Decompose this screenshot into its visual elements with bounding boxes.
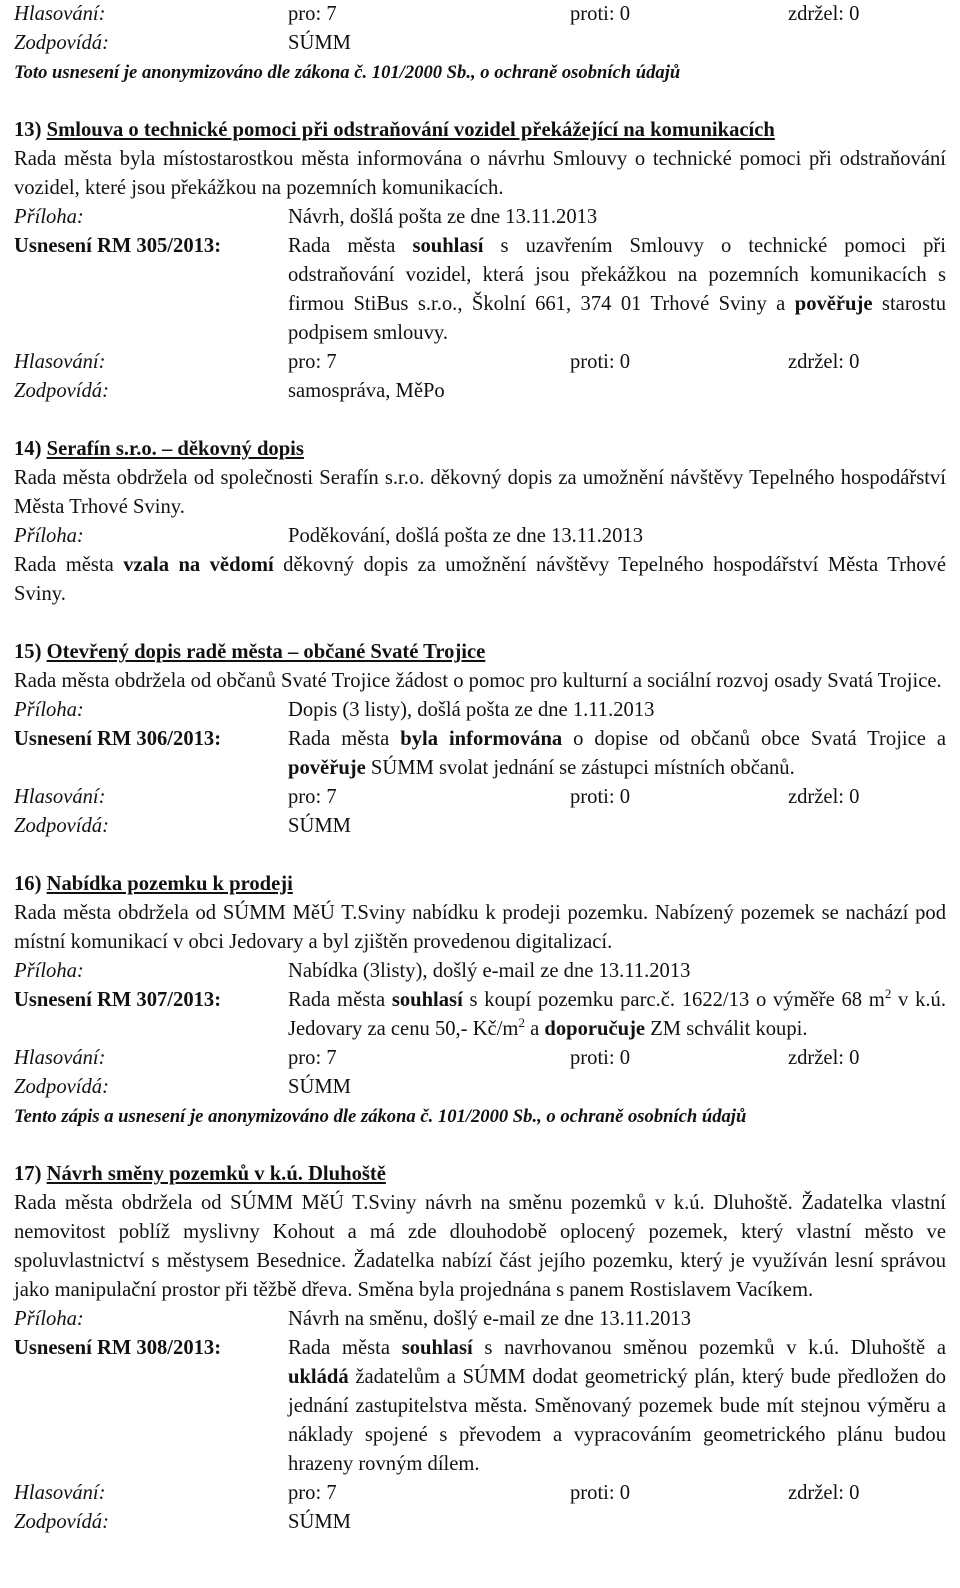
section-text: Rada města vzala na vědomí děkovný dopis za umožnění návštěvy Tepelného hospodářství Města Trhové Sviny. [14,554,946,605]
vote-pro: pro: 7 [288,351,337,373]
responsible-label: Zodpovídá: [14,32,109,54]
resolution-label: Usnesení RM 308/2013: [14,1337,222,1359]
attachment-label: Příloha: [14,206,84,228]
vote-pro: pro: 7 [288,786,337,808]
section-heading: 16) Nabídka pozemku k prodeji [14,873,293,895]
section-text: Rada města obdržela od občanů Svaté Trojice žádost o pomoc pro kulturní a sociální rozvoj osady Svatá Trojice. [14,670,942,692]
vote-proti: proti: 0 [570,1047,631,1069]
attachment-label: Příloha: [14,699,84,721]
section-title: Otevřený dopis radě města – občané Svaté Trojice [46,641,486,663]
responsible-label: Zodpovídá: [14,1076,109,1098]
responsible-row [14,1508,946,1537]
responsible-label: Zodpovídá: [14,380,109,402]
vote-label: Hlasování: [14,1047,106,1069]
vote-zdrzel: zdržel: 0 [788,1047,860,1069]
vote-label: Hlasování: [14,3,106,25]
resolution-label: Usnesení RM 305/2013: [14,235,222,257]
responsible-value: SÚMM [288,32,351,54]
attachment-row [14,203,946,232]
vote-zdrzel: zdržel: 0 [788,1482,860,1504]
anonymization-note: Tento zápis a usnesení je anonymizováno dle zákona č. 101/2000 Sb., o ochraně osobních údajů [14,1106,747,1127]
resolution-label: Usnesení RM 307/2013: [14,989,222,1011]
attachment-row [14,1305,946,1334]
vote-label: Hlasování: [14,351,106,373]
vote-pro: pro: 7 [288,1482,337,1504]
vote-zdrzel: zdržel: 0 [788,3,860,25]
attachment-value: Dopis (3 listy), došlá pošta ze dne 1.11.2013 [288,699,655,721]
responsible-label: Zodpovídá: [14,815,109,837]
attachment-value: Poděkování, došlá pošta ze dne 13.11.2013 [288,525,643,547]
resolution-row [14,986,946,1044]
resolution-row [14,725,946,783]
vote-zdrzel: zdržel: 0 [788,786,860,808]
resolution-row [14,1334,946,1479]
section-heading: 14) Serafín s.r.o. – děkovný dopis [14,438,304,460]
attachment-label: Příloha: [14,1308,84,1330]
vote-proti: proti: 0 [570,786,631,808]
section-title: Smlouva o technické pomoci při odstraňování vozidel překážející na komunikacích [46,119,775,141]
vote-proti: proti: 0 [570,3,631,25]
section-text: Rada města obdržela od společnosti Serafín s.r.o. děkovný dopis za umožnění návštěvy Tepelného hospodářství Města Trhové Sviny. [14,467,946,518]
responsible-row [14,29,946,58]
attachment-label: Příloha: [14,525,84,547]
responsible-label: Zodpovídá: [14,1511,109,1533]
section-heading: 15) Otevřený dopis radě města – občané Svaté Trojice [14,641,486,663]
vote-row [14,0,946,29]
vote-row [14,348,946,377]
section-title: Serafín s.r.o. – děkovný dopis [46,438,304,460]
attachment-value: Návrh, došlá pošta ze dne 13.11.2013 [288,206,598,228]
resolution-row [14,232,946,348]
resolution-text: Rada města souhlasí s navrhovanou směnou pozemků v k.ú. Dluhoště a ukládá žadatelům a SÚMM dodat geometrický plán, který bude předložen do jednání zastupitelstva města. Směnovaný pozemek bude mít stejnou výměru a náklady spojené s převodem a vypracováním geometrického plánu budou hrazeny rovným dílem. [288,1337,946,1475]
resolution-text: Rada města byla informována o dopise od občanů obce Svatá Trojice a pověřuje SÚMM svolat jednání se zástupci místních občanů. [288,728,946,779]
vote-zdrzel: zdržel: 0 [788,351,860,373]
vote-label: Hlasování: [14,786,106,808]
resolution-text: Rada města souhlasí s uzavřením Smlouvy o technické pomoci při odstraňování vozidel, která jsou překážkou na pozemních komunikacích s firmou StiBus s.r.o., Školní 661, 374 01 Trhové Sviny a pověřuje starostu podpisem smlouvy. [288,235,947,344]
vote-label: Hlasování: [14,1482,106,1504]
responsible-value: SÚMM [288,815,351,837]
section-text: Rada města obdržela od SÚMM MěÚ T.Sviny návrh na směnu pozemků v k.ú. Dluhoště. Žadatelka vlastní nemovitost poblíž myslivny Kohout a má zde dlouhodobě oplocený pozemek, který vlastní město ve spoluvlastnictví s městysem Besednice. Žadatelka nabízí část jejího pozemku, který je využíván lesní správou jako manipulační prostor při těžbě dřeva. Směna byla projednána s panem Rostislavem Vacíkem. [14,1192,946,1301]
resolution-text: Rada města souhlasí s koupí pozemku parc.č. 1622/13 o výměře 68 $m^2$ v k.ú. Jedovary za cenu 50,- $Kč/m^2$ a doporučuje ZM schválit koupi. [288,986,946,1040]
attachment-value: Nabídka (3listy), došlý e-mail ze dne 13.11.2013 [288,960,691,982]
vote-proti: proti: 0 [570,1482,631,1504]
attachment-value: Návrh na směnu, došlý e-mail ze dne 13.11.2013 [288,1308,692,1330]
vote-pro: pro: 7 [288,3,337,25]
responsible-value: SÚMM [288,1511,351,1533]
attachment-row [14,696,946,725]
vote-row [14,1479,946,1508]
responsible-value: SÚMM [288,1076,351,1098]
responsible-row [14,1073,946,1102]
vote-pro: pro: 7 [288,1047,337,1069]
section-text: Rada města obdržela od SÚMM MěÚ T.Sviny nabídku k prodeji pozemku. Nabízený pozemek se nachází pod místní komunikací v obci Jedovary a byl zjištěn provedenou digitalizací. [14,902,946,953]
anonymization-note: Toto usnesení je anonymizováno dle zákona č. 101/2000 Sb., o ochraně osobních údajů [14,62,681,83]
section-title: Návrh směny pozemků v k.ú. Dluhoště [46,1163,386,1185]
responsible-row [14,377,946,406]
section-text: Rada města byla místostarostkou města informována o návrhu Smlouvy o technické pomoci při odstraňování vozidel, které jsou překážkou na pozemních komunikacích. [14,148,946,199]
responsible-value: samospráva, MěPo [288,380,445,402]
resolution-label: Usnesení RM 306/2013: [14,728,222,750]
responsible-row [14,812,946,841]
section-heading: 13) Smlouva o technické pomoci při odstraňování vozidel překážející na komunikacích [14,119,775,141]
section-heading: 17) Návrh směny pozemků v k.ú. Dluhoště [14,1163,386,1185]
vote-row [14,783,946,812]
vote-proti: proti: 0 [570,351,631,373]
section-title: Nabídka pozemku k prodeji [46,873,293,895]
vote-row [14,1044,946,1073]
attachment-label: Příloha: [14,960,84,982]
attachment-row [14,522,946,551]
attachment-row [14,957,946,986]
